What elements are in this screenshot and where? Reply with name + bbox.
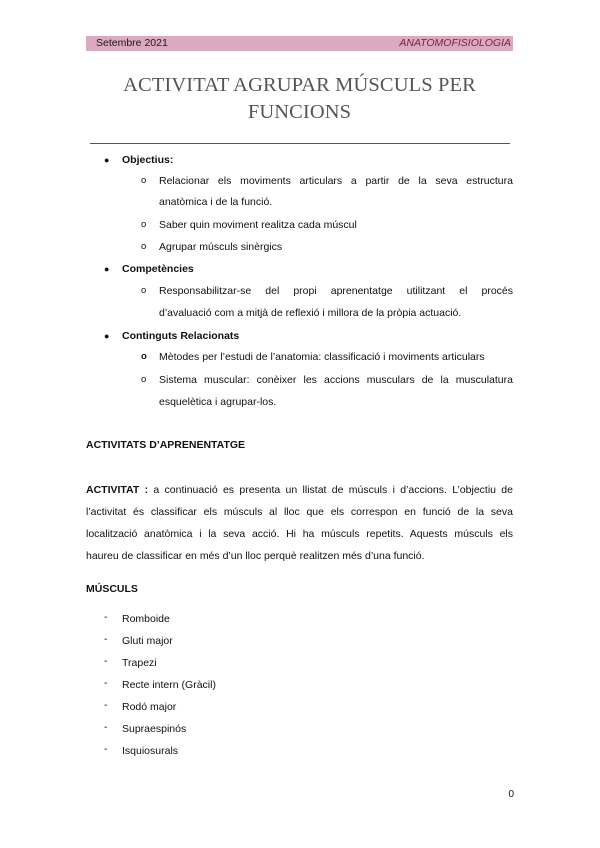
activitat-text-1: a continuació es presenta un llistat de músculs i d’accions. L’objectiu de xyxy=(153,484,513,496)
muscle-item: Recte intern (Gràcil) xyxy=(122,679,216,691)
competencies-item-1-line-2: d’avaluació com a mitjà de reflexió i millora de la pròpia actuació. xyxy=(159,307,462,319)
header-date: Setembre 2021 xyxy=(96,37,168,49)
muscle-item: Isquiosurals xyxy=(122,745,179,757)
title-divider xyxy=(90,143,510,144)
dash-marker: - xyxy=(104,633,108,645)
dash-marker: - xyxy=(104,655,108,667)
circle-bullet-icon: o xyxy=(141,219,147,230)
muscles-heading: MÚSCULS xyxy=(86,583,138,595)
title-line-1: ACTIVITAT AGRUPAR MÚSCULS PER xyxy=(123,74,476,96)
objectius-heading: Objectius: xyxy=(122,154,174,166)
page-title xyxy=(86,72,513,126)
header-bar xyxy=(86,36,513,51)
continguts-heading: Continguts Relacionats xyxy=(122,330,240,342)
competencies-heading: Competències xyxy=(122,263,194,275)
header-subject: ANATOMOFISIOLOGIA xyxy=(399,37,511,49)
activitat-line-1 xyxy=(86,482,513,498)
dash-marker: - xyxy=(104,743,108,755)
page-number: 0 xyxy=(508,789,514,800)
bullet-icon: ● xyxy=(104,155,110,165)
muscle-item: Supraespinós xyxy=(122,723,187,735)
activitat-line-4: haureu de classificar en més d’un lloc perquè realitzen més d’una funció. xyxy=(86,550,425,562)
circle-bullet-icon: o xyxy=(141,351,147,362)
objectius-item-1-line-2: anatòmica i de la funció. xyxy=(159,196,273,208)
circle-bullet-icon: o xyxy=(141,285,147,296)
circle-bullet-icon: o xyxy=(141,175,147,186)
objectius-item-3: Agrupar músculs sinèrgics xyxy=(159,241,283,253)
muscle-item: Romboide xyxy=(122,613,170,625)
dash-marker: - xyxy=(104,677,108,689)
title-line-2: FUNCIONS xyxy=(247,101,352,123)
dash-marker: - xyxy=(104,611,108,623)
activitat-label: ACTIVITAT : xyxy=(86,484,149,496)
objectius-item-2: Saber quin moviment realitza cada múscul xyxy=(159,219,357,231)
circle-bullet-icon: o xyxy=(141,241,147,252)
activitat-line-3: localització anatòmica i la seva acció. Hi ha músculs repetits. Aquests músculs els xyxy=(86,528,513,540)
competencies-item-1-line-1: Responsabilitzar-se del propi aprenentatge utilitzant el procés xyxy=(159,285,513,297)
muscle-item: Rodó major xyxy=(122,701,177,713)
muscle-item: Trapezi xyxy=(122,657,157,669)
continguts-item-2-line-2: esquelètica i agrupar-los. xyxy=(159,396,277,408)
activitats-heading: ACTIVITATS D’APRENENTATGE xyxy=(86,439,246,451)
dash-marker: - xyxy=(104,699,108,711)
objectius-item-1-line-1: Relacionar els moviments articulars a partir de la seva estructura xyxy=(159,175,513,187)
continguts-item-1: Mètodes per l’estudi de l’anatomia: classificació i moviments articulars xyxy=(159,351,485,363)
bullet-icon: ● xyxy=(104,264,110,274)
activitat-line-2: l’activitat és classificar els músculs al lloc que els correspon en funció de la seva xyxy=(86,506,513,518)
continguts-item-2-line-1: Sistema muscular: conèixer les accions musculars de la musculatura xyxy=(159,374,513,386)
dash-marker: - xyxy=(104,721,108,733)
bullet-icon: ● xyxy=(104,331,110,341)
circle-bullet-icon: o xyxy=(141,374,147,385)
muscle-item: Gluti major xyxy=(122,635,173,647)
